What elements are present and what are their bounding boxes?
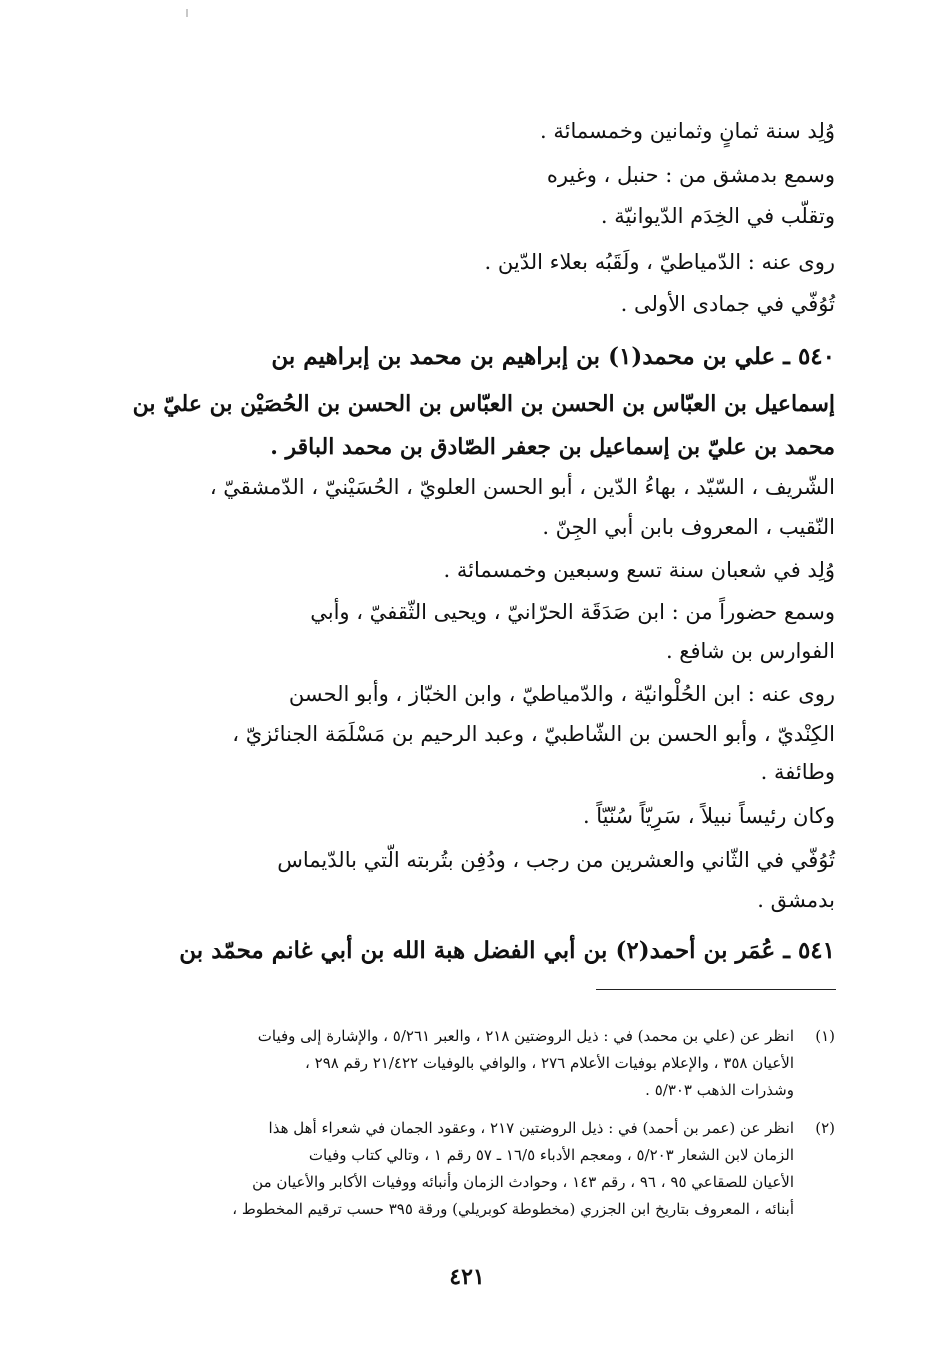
- text-line-5: تُوُفّي في جمادى الأولى .: [620, 292, 835, 316]
- footnote-1-line-2: الأعيان ٣٥٨ ، والإعلام بوفيات الأعلام ٢٧٦ ، والوافي بالوفيات ٢١/٤٢٢ رقم ٢٩٨ ،: [305, 1054, 794, 1072]
- footnote-separator: [596, 989, 836, 990]
- text-line-13: الفوارس بن شافع .: [665, 639, 835, 663]
- text-line-3: وتقلّب في الخِدَم الدّيوانيّة .: [600, 204, 835, 228]
- scan-mark: [186, 9, 188, 17]
- footnote-2-line-4: أبنائه ، المعروف بتاريخ ابن الجزري (مخطوطة كوبريلي) ورقة ٣٩٥ حسب ترقيم المخطوط ،: [232, 1200, 794, 1218]
- footnote-2-line-3: الأعيان للصقاعي ٩٥ ، ٩٦ ، رقم ١٤٣ ، وحوادث الزمان وأنبائه ووفيات الأكابر والأعيان من: [252, 1173, 794, 1191]
- text-line-19: بدمشق .: [757, 888, 835, 912]
- text-line-16: وطائفة .: [760, 760, 835, 784]
- footnote-1-number: (١): [815, 1027, 835, 1045]
- text-line-9: الشّريف ، السّيّد ، بهاءُ الدّين ، أبو الحسن العلويّ ، الحُسَيْنيّ ، الدّمشقيّ ،: [209, 475, 835, 499]
- text-line-4: روى عنه : الدّمياطيّ ، ولَقَبُه بعلاء الدّين .: [484, 250, 835, 274]
- footnote-1-line-1: انظر عن (علي بن محمد) في : ذيل الروضتين ٢١٨ ، والعبر ٥/٢٦١ ، والإشارة إلى وفيات: [257, 1027, 794, 1045]
- text-line-15: الكِنْديّ ، وأبو الحسن بن الشّاطبيّ ، وعبد الرحيم بن مَسْلَمَة الجنائزيّ ،: [232, 722, 835, 746]
- entry-540-lineage-2: محمد بن عليّ بن إسماعيل بن جعفر الصّادق بن محمد الباقر .: [270, 434, 835, 460]
- text-line-1: وُلِد سنة ثمانٍ وثمانين وخمسمائة .: [540, 119, 835, 143]
- page-number: ٤٢١: [449, 1264, 485, 1290]
- text-line-12: وسمع حضوراً من : ابن صَدَقَة الحرّانيّ ، ويحيى الثّقفيّ ، وأبي: [310, 600, 835, 624]
- entry-541-heading: ٥٤١ ـ عُمَر بن أحمد(٢) بن أبي الفضل هبة الله بن أبي غانم محمّد بن: [179, 937, 835, 964]
- text-line-11: وُلِد في شعبان سنة تسع وسبعين وخمسمائة .: [443, 558, 835, 582]
- text-line-18: تُوُفّي في الثّاني والعشرين من رجب ، ودُفِن بتُربته الّتي بالدّيماس: [277, 848, 835, 872]
- text-line-10: النّقيب ، المعروف بابن أبي الجِنّ .: [542, 515, 835, 539]
- footnote-2-number: (٢): [815, 1119, 835, 1137]
- text-line-2: وسمع بدمشق من : حنبل ، وغيره: [546, 163, 835, 187]
- text-line-14: روى عنه : ابن الحُلْوانيّة ، والدّمياطيّ ، وابن الخبّاز ، وأبو الحسن: [288, 682, 835, 706]
- footnote-2-line-1: انظر عن (عمر بن أحمد) في : ذيل الروضتين ٢١٧ ، وعقود الجمان في شعراء أهل هذا: [268, 1119, 794, 1137]
- entry-540-lineage-1: إسماعيل بن العبّاس بن الحسن بن العبّاس بن الحسن بن الحُصَيْن بن عليّ بن: [132, 391, 835, 417]
- footnote-1-line-3: وشذرات الذهب ٥/٣٠٣ .: [645, 1081, 794, 1099]
- footnote-2-line-2: الزمان لابن الشعار ٥/٢٠٣ ، ومعجم الأدباء ١٦/٥ ـ ٥٧ رقم ١ ، وتالي كتاب وفيات: [308, 1146, 794, 1164]
- entry-540-heading: ٥٤٠ ـ علي بن محمد(١) بن إبراهيم بن محمد بن إبراهيم بن: [271, 343, 835, 370]
- text-line-17: وكان رئيساً نبيلاً ، سَرِيّاً سُنّيّاً .: [582, 804, 835, 828]
